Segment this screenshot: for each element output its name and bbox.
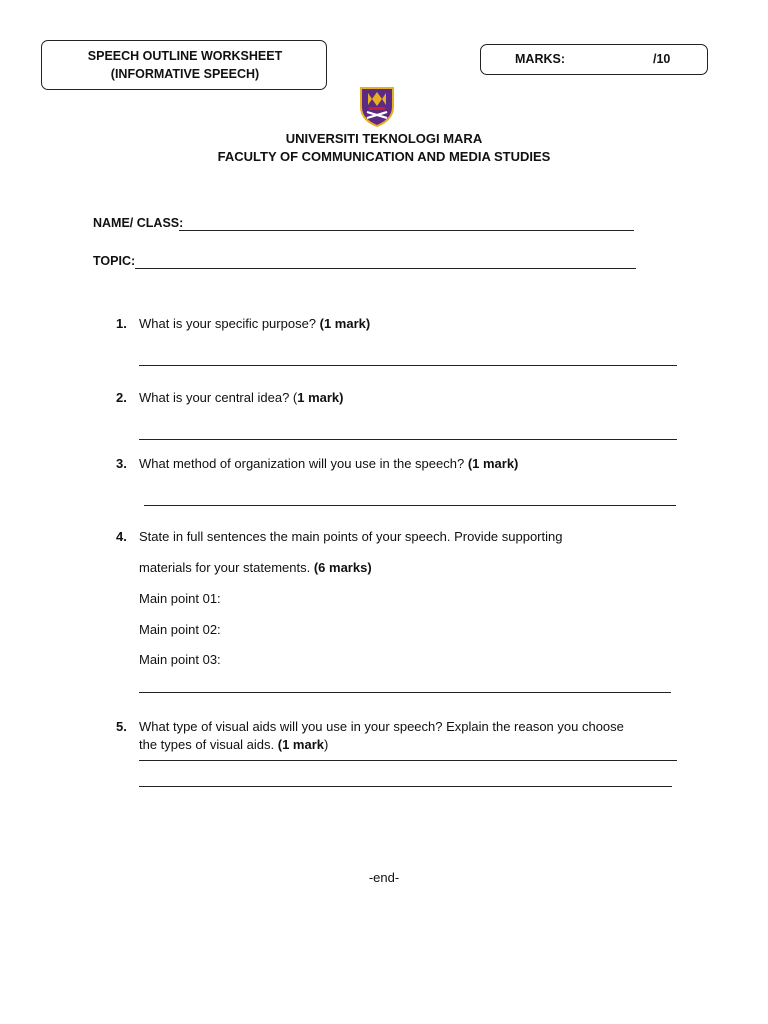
topic-label: TOPIC: xyxy=(93,254,136,268)
question-4-number: 4. xyxy=(116,529,127,544)
question-4-text: materials for your statements. xyxy=(139,560,314,575)
answer-4-line[interactable] xyxy=(139,692,671,693)
marks-box xyxy=(480,44,708,75)
university-name: UNIVERSITI TEKNOLOGI MARA xyxy=(285,131,483,146)
question-4-line-1: State in full sentences the main points of your speech. Provide supporting xyxy=(139,529,563,544)
main-point-1-label: Main point 01: xyxy=(139,591,221,606)
main-point-3-label: Main point 03: xyxy=(139,652,221,667)
question-5-mark-close: ) xyxy=(324,737,329,752)
main-point-2-label: Main point 02: xyxy=(139,622,221,637)
marks-total: /10 xyxy=(653,52,671,66)
end-marker: -end- xyxy=(368,870,400,885)
answer-5-line-1[interactable] xyxy=(139,760,677,761)
faculty-name: FACULTY OF COMMUNICATION AND MEDIA STUDIES xyxy=(217,149,551,164)
question-3-text: What method of organization will you use in the speech? xyxy=(139,456,468,471)
question-5-line-2 xyxy=(139,737,328,752)
question-3-mark: (1 mark) xyxy=(467,456,519,471)
name-class-input-line[interactable] xyxy=(179,230,634,231)
question-1-mark: (1 mark) xyxy=(319,316,371,331)
uitm-logo-icon xyxy=(358,85,396,127)
question-1-text: What is your specific purpose? xyxy=(139,316,320,331)
worksheet-title-box xyxy=(41,40,327,90)
answer-5-line-2[interactable] xyxy=(139,786,672,787)
question-2-mark: 1 mark) xyxy=(297,390,344,405)
question-1 xyxy=(139,316,370,331)
marks-label: MARKS: xyxy=(515,52,565,66)
question-5-number: 5. xyxy=(116,719,127,734)
question-3-number: 3. xyxy=(116,456,127,471)
question-3 xyxy=(139,456,518,471)
question-5-text: the types of visual aids. xyxy=(139,737,278,752)
answer-3-line[interactable] xyxy=(144,505,676,506)
name-class-label: NAME/ CLASS: xyxy=(93,216,184,230)
answer-1-line[interactable] xyxy=(139,365,677,366)
question-2-text: What is your central idea? ( xyxy=(139,390,298,405)
question-2-number: 2. xyxy=(116,390,127,405)
worksheet-title: SPEECH OUTLINE WORKSHEET xyxy=(87,49,283,63)
question-5-line-1: What type of visual aids will you use in your speech? Explain the reason you choose xyxy=(139,719,624,734)
question-1-number: 1. xyxy=(116,316,127,331)
question-4-line-2 xyxy=(139,560,372,575)
topic-input-line[interactable] xyxy=(135,268,636,269)
question-5-mark: (1 mark xyxy=(277,737,324,752)
question-2 xyxy=(139,390,343,405)
question-4-mark: (6 marks) xyxy=(313,560,372,575)
answer-2-line[interactable] xyxy=(139,439,677,440)
worksheet-subtitle: (INFORMATIVE SPEECH) xyxy=(110,67,260,81)
